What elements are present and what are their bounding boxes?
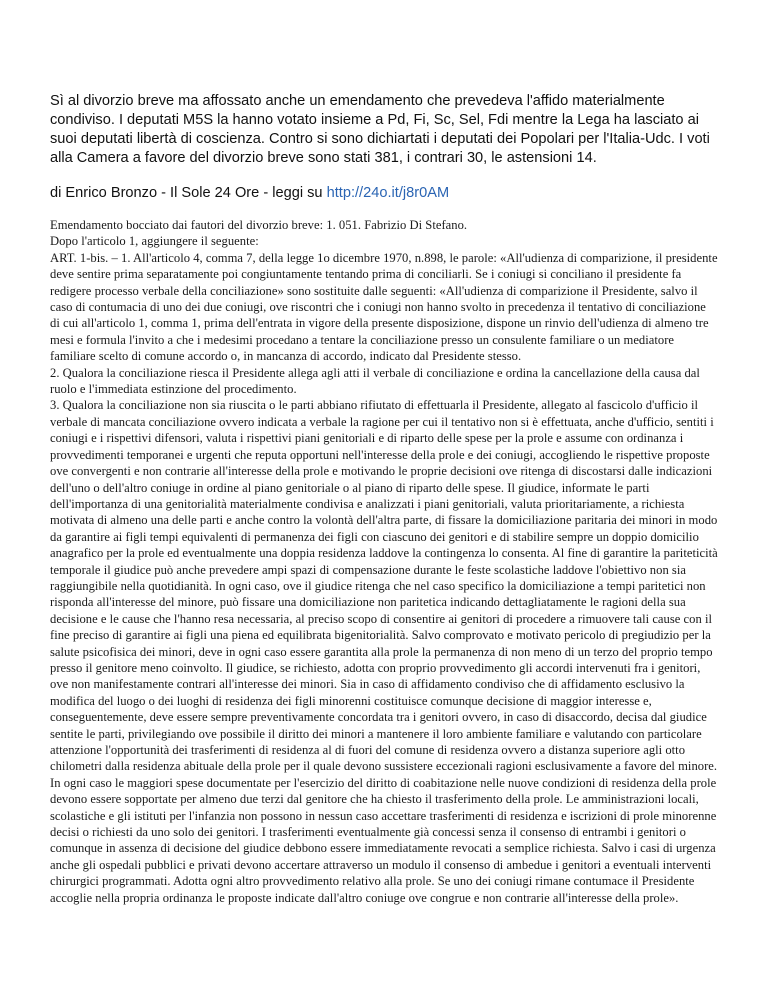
article [50, 92, 718, 906]
source-link[interactable]: http://24o.it/j8r0AM [326, 185, 450, 201]
body-paragraph: 3. Qualora la conciliazione non sia riuscita o le parti abbiano rifiutato di effettuarla il Presidente, allegato al fascicolo d'ufficio il verbale di mancata conciliazione ovvero indicata a verbale la ragione per cui il tentativo non si è effettuata, anche d'ufficio, sentiti i coniugi e i rispettivi difensori, valuta i rispettivi piani genitoriali e di riparto delle spese per la prole e assume con ordinanza i provvedimenti temporanei e urgenti che reputa opportuni nell'interesse della prole e dei coniugi, accogliendo le rispettive proposte ove convergenti e non contrarie all'interesse della prole e motivando le proprie decisioni ove ritenga di discostarsi dalle indicazioni dell'uno o dell'altro coniuge in ordine al piano genitoriale o al piano di riparto delle spese. Il giudice, informate le parti dell'importanza di una genitorialità materialmente condivisa e analizzati i piani genitoriali, valuta prioritariamente, a richiesta motivata di almeno una delle parti e anche contro la volontà dell'altra parte, di fissare la domiciliazione paritaria dei minori in modo da garantire ai figli tempi equivalenti di permanenza dei figli con ciascuno dei genitori e di stabilire sempre un doppio domicilio anagrafico per la prole ed eventualmente una doppia residenza laddove la contingenza lo consenta. Al fine di garantire la pariteticità temporale il giudice può anche prevedere ampi spazi di compensazione durante le feste scolastiche laddove l'obiettivo non sia raggiungibile nella quotidianità. In ogni caso, ove il giudice ritenga che nel caso specifico la domiciliazione a tempi paritetici non risponda all'interesse del minore, può fissare una domiciliazione non paritetica indicando dettagliatamente le ragioni della sua decisione e le cause che l'hanno resa necessaria, al preciso scopo di consentire ai genitori di procedere a rimuovere tali cause con il fine preciso di garantire ai figli una piena ed equilibrata bigenitorialità. Salvo comprovato e motivato pericolo di pregiudizio per la salute psicofisica dei minori, deve in ogni caso essere garantita alla prole la permanenza di non meno di un terzo del proprio tempo presso il genitore meno coinvolto. Il giudice, se richiesto, adotta con proprio provvedimento gli accordi intervenuti fra i genitori, ove non manifestamente contrari all'interesse dei minori. Sia in caso di affidamento condiviso che di affidamento esclusivo la modifica del luogo o dei luoghi di residenza dei figli minorenni costituisce comunque decisione di maggior interesse e, conseguentemente, deve essere sempre preventivamente concordata tra i genitori ovvero, in caso di disaccordo, decisa dal giudice sentite le parti, privilegiando ove possibile il diritto dei minori a mantenere il loro ambiente familiare e valutando con particolare attenzione l'opportunità dei trasferimenti di residenza al di fuori del comune di residenza ovvero a distanza superiore agli otto chilometri dalla residenza abituale della prole per il quale devono sussistere eccezionali ragioni esclusivamente a favore del minore. In ogni caso le maggiori spese documentate per l'esercizio del diritto di coabitazione nelle nuove condizioni di residenza della prole devono essere sopportate per almeno due terzi dal genitore che ha chiesto il trasferimento della prole. Le amministrazioni locali, scolastiche e gli istituti per l'infanzia non possono in nessun caso accettare trasferimenti di residenza e iscrizioni di prole minorenne decisi o richiesti da uno solo dei genitori. I trasferimenti eventualmente già concessi senza il consenso di entrambi i genitori o comunque in assenza di decisione del giudice debbono essere immediatamente revocati a semplice richiesta. Salvo i casi di urgenza anche gli ospedali pubblici e privati devono accertare attraverso un modulo il consenso di ambedue i genitori a eventuali interventi chirurgici programmati. Adotta ogni altro provvedimento relativo alla prole. Se uno dei coniugi rimane contumace il Presidente accoglie nella propria ordinanza le proposte indicate dall'altro coniuge ove congrue e non contrarie all'interesse della prole». [50, 398, 718, 905]
body-paragraph: Emendamento bocciato dai fautori del divorzio breve: 1. 051. Fabrizio Di Stefano. [50, 218, 468, 232]
article-lead: Sì al divorzio breve ma affossato anche un emendamento che prevedeva l'affido materialmente condiviso. I deputati M5S la hanno votato insieme a Pd, Fi, Sc, Sel, Fdi mentre la Lega ha lasciato ai suoi deputati libertà di coscienza. Contro si sono dichiartati i deputati dei Popolari per l'Italia-Udc. I voti alla Camera a favore del divorzio breve sono stati 381, i contrari 30, le astensioni 14. [50, 93, 710, 166]
body-paragraph: ART. 1-bis. – 1. All'articolo 4, comma 7, della legge 1o dicembre 1970, n.898, le parole: «All'udienza di comparizione, il presidente deve sentire prima separatamente poi congiuntamente tentando prima di conciliarli. Se i coniugi si conciliano il presidente fa redigere processo verbale della conciliazione» sono sostituite dalle seguenti: «All'udienza di comparizione il Presidente, salvo il caso di contumacia di uno dei due coniugi, ove riscontri che i coniugi non hanno svolto in precedenza il tentativo di conciliazione di cui all'articolo 1, comma 1, prima dell'entrata in vigore della presente disposizione, dispone un rinvio dell'udienza di almeno tre mesi e formula l'invito a che i medesimi procedano a tentare la conciliazione presso un consulente familiare o un mediatore familiare scelto di comune accordo o, in mancanza di accordo, indicato dal Presidente stesso. [50, 250, 718, 364]
body-paragraph: Dopo l'articolo 1, aggiungere il seguente: [50, 234, 259, 249]
byline-text: di Enrico Bronzo - Il Sole 24 Ore - leggi su [50, 185, 327, 201]
article-body [50, 217, 718, 906]
article-byline [50, 184, 718, 203]
body-paragraph: 2. Qualora la conciliazione riesca il Presidente allega agli atti il verbale di conciliazione e ordina la cancellazione della causa dal ruolo e l'immediata estinzione del procedimento. [50, 365, 700, 397]
